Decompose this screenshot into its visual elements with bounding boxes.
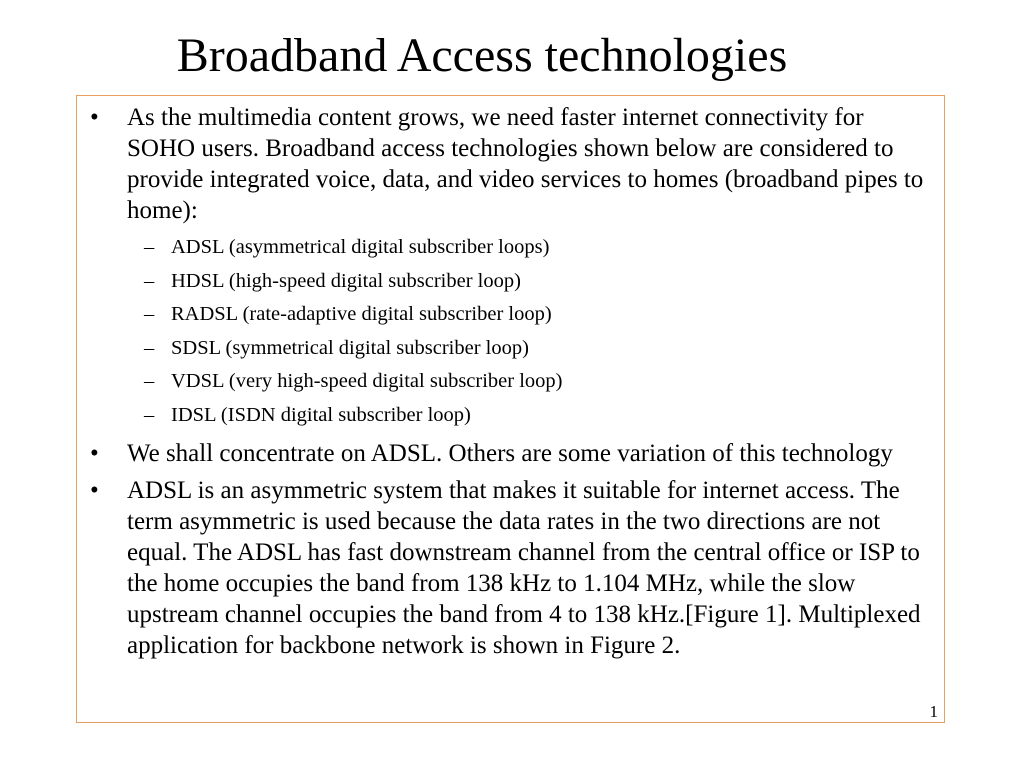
dash-marker: – xyxy=(144,269,155,292)
bullet-list xyxy=(77,102,937,667)
bullet-item xyxy=(77,475,937,661)
sub-bullet-text: VDSL (very high-speed digital subscriber loop) xyxy=(171,370,563,392)
sub-bullet-list xyxy=(127,231,937,432)
sub-bullet-item xyxy=(77,231,937,265)
bullet-text: We shall concentrate on ADSL. Others are some variation of this technology xyxy=(127,440,893,467)
sub-bullet-item xyxy=(77,298,937,332)
dash-marker: – xyxy=(144,403,155,426)
sub-bullet-text: SDSL (symmetrical digital subscriber loop) xyxy=(171,336,529,359)
bullet-item xyxy=(77,438,937,469)
page-number: 1 xyxy=(929,702,938,721)
sub-bullet-item xyxy=(77,365,937,399)
bullet-marker: • xyxy=(90,477,99,504)
sub-bullet-text: HDSL (high-speed digital subscriber loop) xyxy=(171,269,521,292)
dash-marker: – xyxy=(144,236,155,258)
sub-bullet-text: RADSL (rate-adaptive digital subscriber loop) xyxy=(171,303,552,325)
bullet-text: As the multimedia content grows, we need faster internet connectivity for SOHO users. Broadband access technologies shown below are considered to provide integrated voice, data, and video services to homes (broadband pipes to home): xyxy=(127,104,924,224)
bullet-marker: • xyxy=(90,440,99,467)
bullet-item xyxy=(77,102,937,432)
sub-bullet-text: ADSL (asymmetrical digital subscriber loops) xyxy=(171,236,550,258)
sub-bullet-item xyxy=(77,265,937,299)
bullet-text: ADSL is an asymmetric system that makes it suitable for internet access. The term asymmetric is used because the data rates in the two directions are not equal. The ADSL has fast downstream channel from the central office or ISP to the home occupies the band from 138 kHz to 1.104 MHz, while the slow upstream channel occupies the band from 4 to 138 kHz.[Figure 1]. Multiplexed application for backbone network is shown in Figure 2. xyxy=(127,477,921,659)
sub-bullet-item xyxy=(77,399,937,433)
bullet-marker: • xyxy=(90,104,99,131)
sub-bullet-item xyxy=(77,332,937,366)
dash-marker: – xyxy=(144,336,155,359)
dash-marker: – xyxy=(144,303,155,325)
content-box xyxy=(76,95,945,723)
slide-title: Broadband Access technologies xyxy=(176,29,788,82)
sub-bullet-text: IDSL (ISDN digital subscriber loop) xyxy=(171,403,471,426)
dash-marker: – xyxy=(144,370,155,392)
